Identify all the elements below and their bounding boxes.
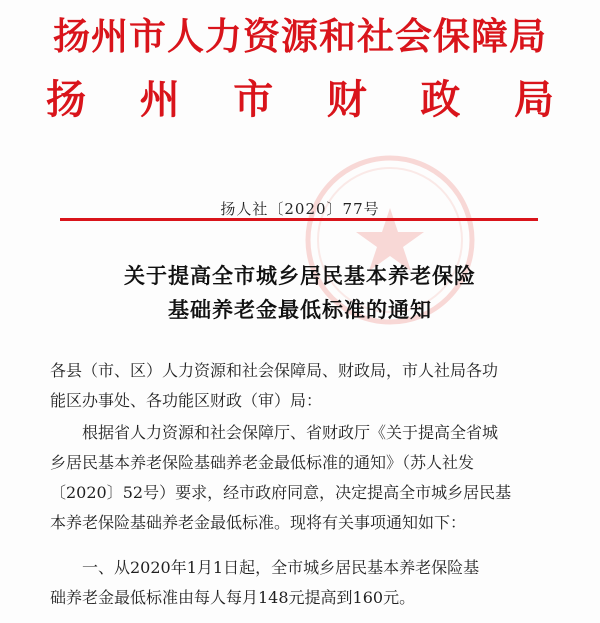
issuer-name-finance	[40, 76, 560, 123]
text-line: 根据省人力资源和社会保障厅、省财政厅《关于提高全省城	[82, 423, 499, 442]
issuer-char: 财	[326, 76, 367, 123]
issuer-char: 局	[513, 76, 554, 123]
text-line: 各县（市、区）人力资源和社会保障局、财政局，市人社局各功	[50, 361, 499, 380]
text-line: 础养老金最低标准由每人每月148元提高到160元。	[50, 588, 416, 607]
issuer-char: 政	[420, 76, 461, 123]
text-line: 能区办事处、各功能区财政（审）局：	[50, 391, 323, 410]
document-number: 扬人社〔2020〕77号	[220, 200, 380, 218]
text-line: 乡居民基本养老保险基础养老金最低标准的通知》（苏人社发	[50, 453, 475, 472]
red-divider-line	[60, 218, 538, 221]
text-line: 本养老保险基础养老金最低标准。现将有关事项通知如下：	[50, 513, 467, 532]
paragraph-item-one	[50, 553, 560, 613]
issuer-char: 州	[139, 76, 180, 123]
document-title-line-2: 基础养老金最低标准的通知	[168, 298, 432, 322]
issuer-char: 扬	[46, 76, 86, 123]
paragraph-basis	[50, 418, 560, 538]
document-title-line-1: 关于提高全市城乡居民基本养老保险	[124, 264, 476, 288]
text-line: 一、从2020年1月1日起，全市城乡居民基本养老保险基	[82, 558, 480, 577]
issuer-char: 市	[233, 76, 274, 123]
issuer-name-hrss: 扬州市人力资源和社会保障局	[53, 14, 547, 58]
salutation	[50, 356, 560, 416]
text-line: 〔2020〕52号）要求，经市政府同意，决定提高全市城乡居民基	[50, 483, 512, 502]
